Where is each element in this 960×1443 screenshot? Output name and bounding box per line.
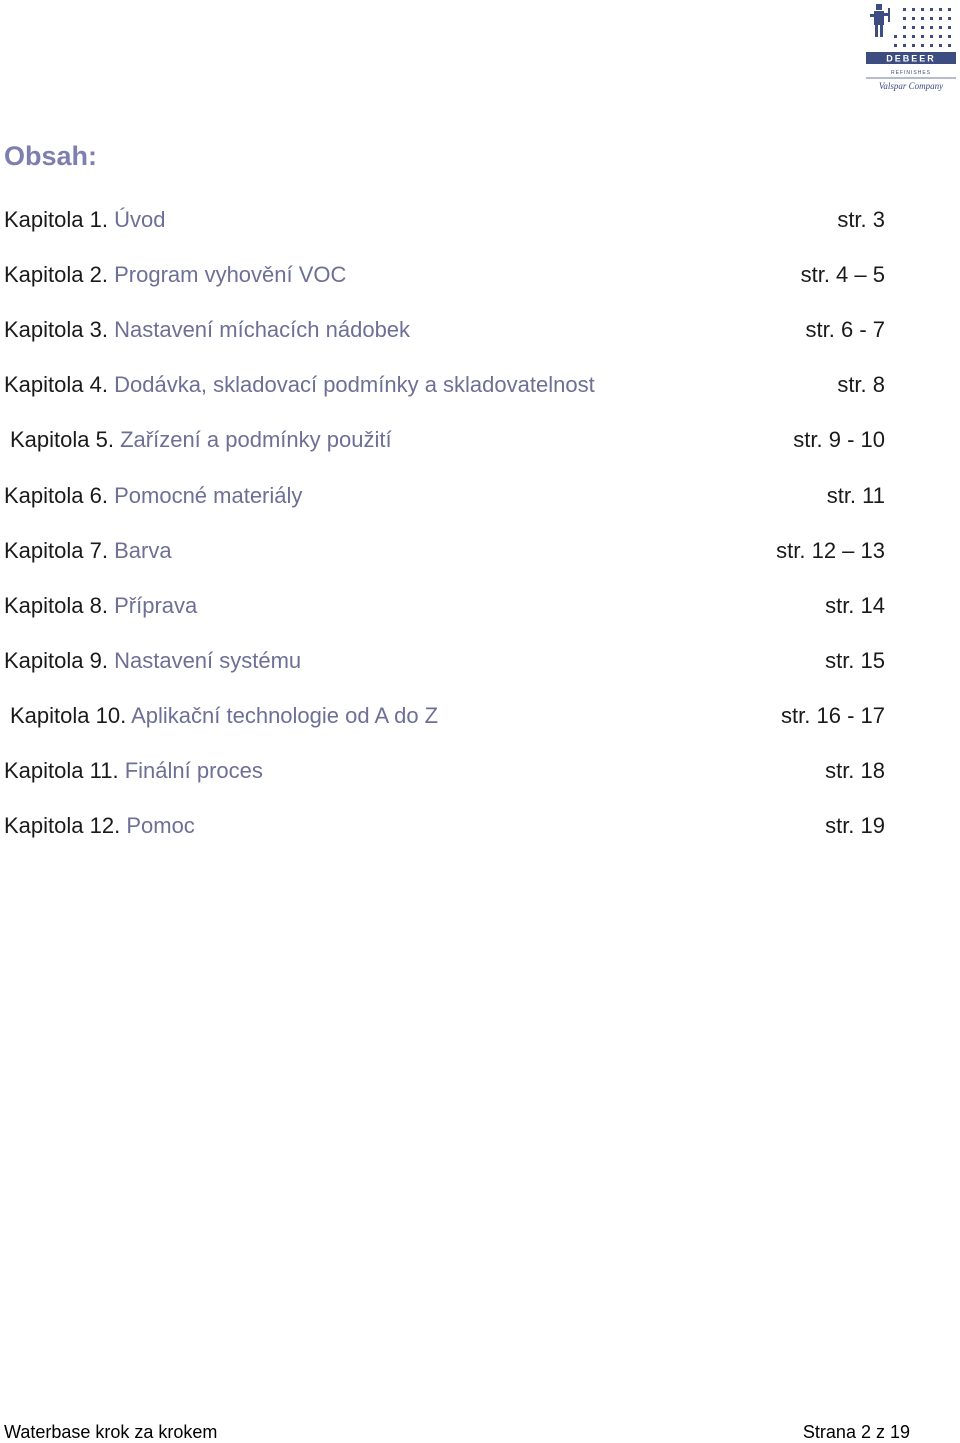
toc-chapter-title: Nastavení systému (114, 648, 302, 673)
toc-chapter-number: Kapitola 11. (4, 758, 119, 783)
footer-page-number: Strana 2 z 19 (802, 1422, 910, 1442)
toc-page-ref: str. 9 - 10 (793, 427, 885, 452)
company-logo (864, 0, 958, 96)
toc-chapter-number: Kapitola 4. (4, 372, 108, 397)
toc-chapter-number: Kapitola 7. (4, 538, 108, 563)
toc-title: Obsah: (4, 141, 98, 171)
toc-page-ref: str. 14 (825, 593, 885, 618)
toc-chapter-number: Kapitola 5. (10, 427, 114, 452)
toc-page-ref: str. 8 (837, 372, 885, 397)
toc-entry[interactable] (4, 646, 885, 676)
toc-chapter-title: Příprava (114, 593, 198, 618)
toc-page-ref: str. 11 (826, 483, 885, 508)
toc-page-ref: str. 6 - 7 (805, 317, 885, 342)
footer-document-title: Waterbase krok za krokem (4, 1422, 218, 1442)
toc-chapter-number: Kapitola 8. (4, 593, 108, 618)
toc-page-ref: str. 19 (825, 813, 885, 838)
toc-chapter-title: Dodávka, skladovací podmínky a skladovatelnost (114, 372, 595, 397)
toc-chapter-number: Kapitola 12. (4, 813, 121, 838)
toc-chapter-title: Zařízení a podmínky použití (120, 427, 392, 452)
toc-chapter-number: Kapitola 2. (4, 262, 108, 287)
toc-page-ref: str. 16 - 17 (781, 703, 885, 728)
toc-chapter-number: Kapitola 3. (4, 317, 108, 342)
logo-company-text: Valspar Company (878, 81, 944, 91)
toc-entry[interactable] (4, 756, 885, 786)
toc-page-ref: str. 15 (825, 648, 885, 673)
toc-entry[interactable] (10, 425, 885, 455)
toc-chapter-title: Program vyhovění VOC (114, 262, 347, 287)
logo-subline-text: REFINISHES (890, 70, 932, 76)
toc-entry[interactable] (4, 591, 885, 621)
toc-entry[interactable] (4, 370, 885, 400)
toc-chapter-title: Nastavení míchacích nádobek (114, 317, 411, 342)
toc-chapter-number: Kapitola 6. (4, 483, 108, 508)
toc-chapter-number: Kapitola 10. (10, 703, 127, 728)
toc-chapter-title: Pomocné materiály (114, 483, 303, 508)
toc-entry[interactable] (4, 536, 885, 566)
toc-entry[interactable] (4, 260, 885, 290)
toc-page-ref: str. 3 (837, 207, 885, 232)
toc-chapter-title: Finální proces (124, 758, 263, 783)
toc-chapter-title: Barva (114, 538, 172, 563)
logo-brand-text: DEBEER (886, 53, 936, 64)
debeer-logo-icon (864, 0, 958, 96)
toc-entry[interactable] (4, 811, 885, 841)
toc-page-ref: str. 4 – 5 (800, 262, 885, 287)
toc-chapter-title: Úvod (114, 207, 166, 232)
toc-page-ref: str. 12 – 13 (776, 538, 885, 563)
toc-chapter-number: Kapitola 9. (4, 648, 108, 673)
toc-chapter-title: Pomoc (126, 813, 195, 838)
toc-chapter-number: Kapitola 1. (4, 207, 108, 232)
toc-entry[interactable] (4, 481, 885, 511)
toc-page-ref: str. 18 (825, 758, 885, 783)
toc-entry[interactable] (4, 205, 885, 235)
toc-entry[interactable] (10, 701, 885, 731)
toc-entry[interactable] (4, 315, 885, 345)
toc-chapter-title: Aplikační technologie od A do Z (131, 703, 439, 728)
